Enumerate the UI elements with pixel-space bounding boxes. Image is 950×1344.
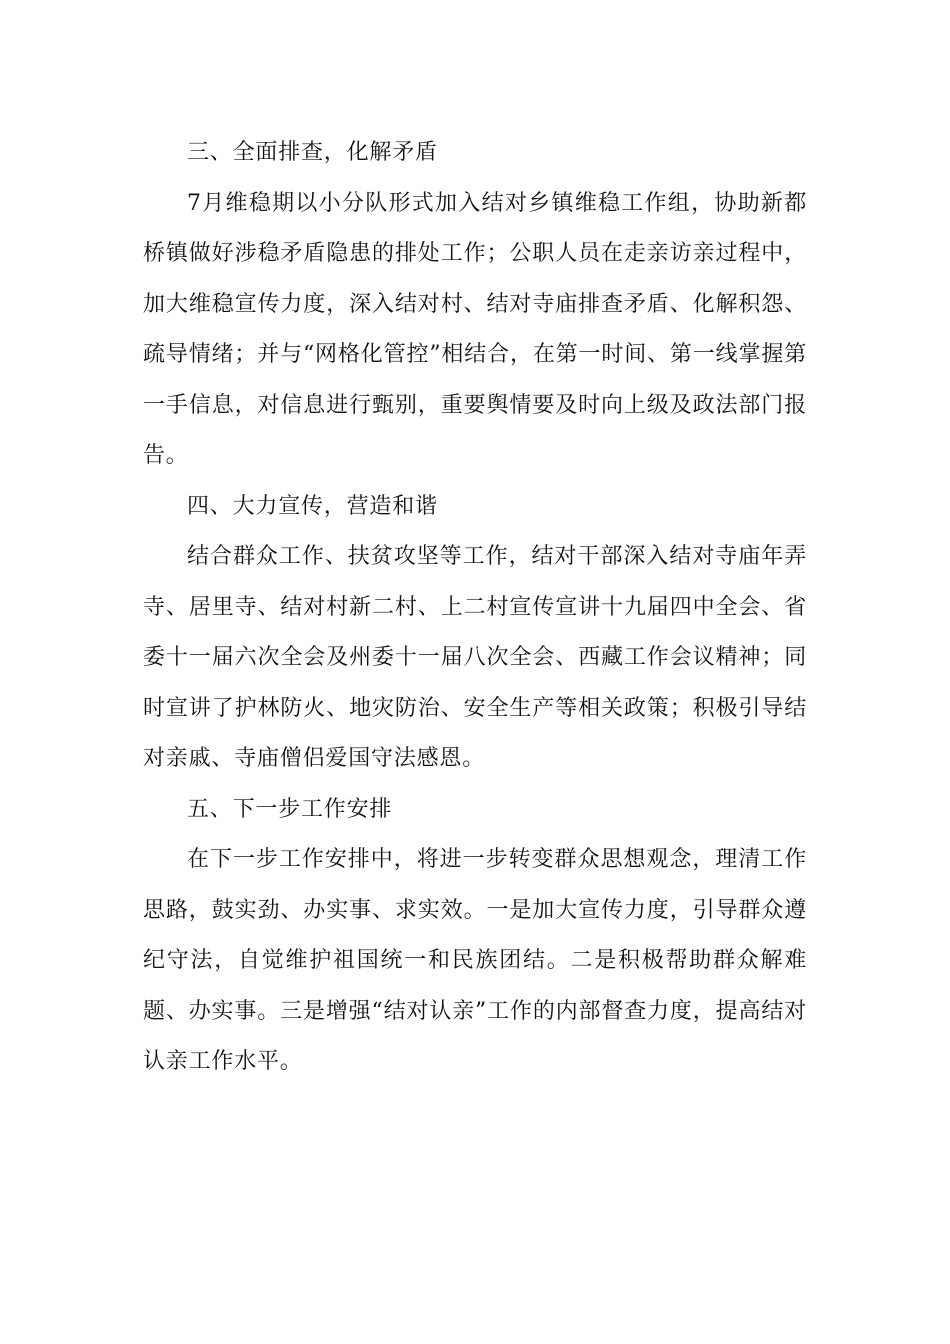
section-paragraph: 结合群众工作、扶贫攻坚等工作，结对干部深入结对寺庙年弄寺、居里寺、结对村新二村、上二村宣传宣讲十九届四中全会、省委十一届六次全会及州委十一届八次全会、西藏工作会议精神；同时宣讲了护林防火、地灾防治、安全生产等相关政策；积极引导结对亲戚、寺庙僧侣爱国守法感恩。 bbox=[143, 544, 807, 771]
document-body bbox=[143, 128, 807, 1088]
section-heading: 五、下一步工作安排 bbox=[187, 796, 393, 822]
section-5 bbox=[143, 785, 807, 1088]
section-heading: 三、全面排查，化解矛盾 bbox=[187, 140, 438, 165]
section-paragraph: 7月维稳期以小分队形式加入结对乡镇维稳工作组，协助新都桥镇做好涉稳矛盾隐患的排处工作；公职人员在走亲访亲过程中，加大维稳宣传力度，深入结对村、结对寺庙排查矛盾、化解积怨、疏导情绪；并与“网格化管控”相结合，在第一时间、第一线掌握第一手信息，对信息进行甄别，重要舆情要及时向上级及政法部门报告。 bbox=[143, 190, 807, 468]
section-heading: 四、大力宣传，营造和谐 bbox=[187, 493, 438, 519]
section-3 bbox=[143, 128, 807, 482]
section-4 bbox=[143, 482, 807, 785]
section-paragraph: 在下一步工作安排中，将进一步转变群众思想观念，理清工作思路，鼓实劲、办实事、求实效。一是加大宣传力度，引导群众遵纪守法，自觉维护祖国统一和民族团结。二是积极帮助群众解难题、办实事。三是增强“结对认亲”工作的内部督查力度，提高结对认亲工作水平。 bbox=[143, 847, 807, 1074]
